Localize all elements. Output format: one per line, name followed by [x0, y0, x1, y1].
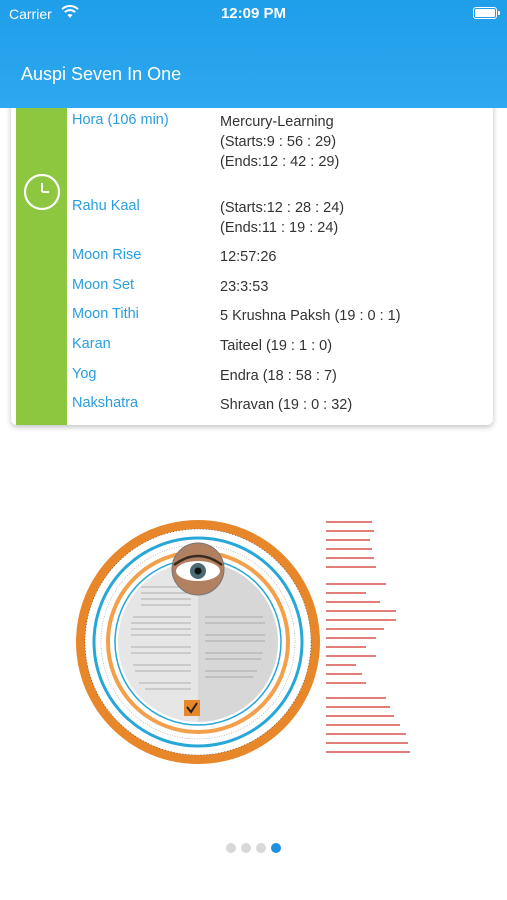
value-line: (Starts:9 : 56 : 29): [220, 134, 337, 150]
battery-icon: [473, 7, 497, 19]
row-label: Yog: [72, 366, 97, 382]
auspi-wheel-illustration: [73, 517, 323, 767]
page-dot[interactable]: [256, 843, 266, 853]
status-bar: [0, 0, 507, 28]
carrier-label: Carrier: [9, 6, 52, 22]
card-accent-bar: [16, 96, 67, 425]
row-label: Karan: [72, 336, 111, 352]
status-time: 12:09 PM: [220, 5, 287, 22]
app-header: [0, 0, 507, 108]
page-title: Auspi Seven In One: [21, 64, 182, 84]
row-label: Rahu Kaal: [72, 198, 140, 214]
row-value: 12:57:26: [220, 249, 277, 265]
row-label: Hora (106 min): [72, 112, 169, 128]
row-label: Moon Set: [72, 277, 135, 293]
row-value: [220, 112, 339, 172]
page-dot-active[interactable]: [271, 843, 281, 853]
devanagari-notes-image: [326, 518, 426, 761]
row-value: Shravan (19 : 0 : 32): [220, 397, 353, 413]
row-label: Moon Rise: [72, 247, 142, 263]
row-label: Moon Tithi: [72, 306, 139, 322]
value-line: Mercury-Learning: [220, 114, 334, 130]
value-line: (Ends:11 : 19 : 24): [220, 220, 339, 236]
value-line: (Ends:12 : 42 : 29): [220, 154, 340, 170]
notes-glyphs: [326, 518, 426, 758]
row-value: 5 Krushna Paksh (19 : 0 : 1): [220, 308, 401, 324]
panchang-card: [11, 96, 493, 425]
row-value: [220, 198, 344, 238]
clock-icon: [22, 172, 62, 212]
row-value: Endra (18 : 58 : 7): [220, 368, 337, 384]
page-dot[interactable]: [226, 843, 236, 853]
row-label: Nakshatra: [72, 395, 139, 411]
value-line: (Starts:12 : 28 : 24): [220, 200, 345, 216]
row-value: 23:3:53: [220, 279, 269, 295]
page-dot[interactable]: [241, 843, 251, 853]
row-value: Taiteel (19 : 1 : 0): [220, 338, 333, 354]
